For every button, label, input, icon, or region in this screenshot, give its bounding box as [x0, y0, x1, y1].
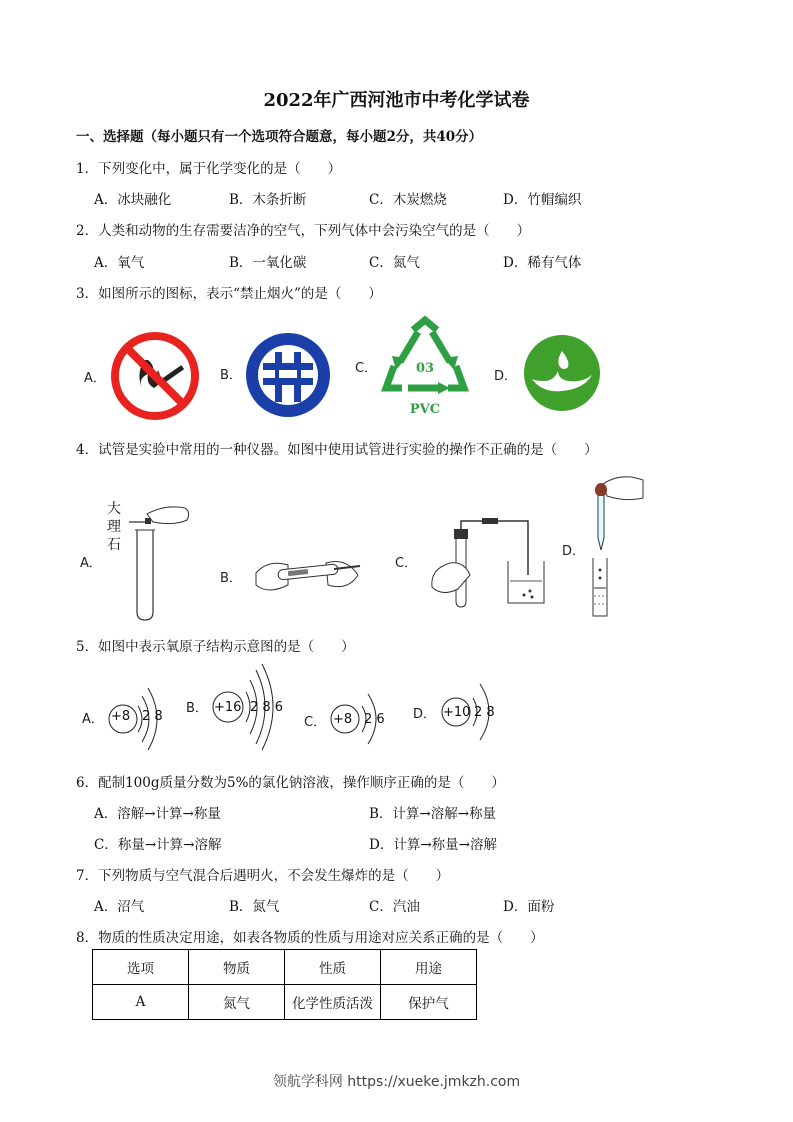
question-3-stem: 3．如图所示的图标，表示“禁止烟火”的是（ ） [76, 286, 382, 302]
question-1-stem: 1．下列变化中，属于化学变化的是（ ） [76, 161, 342, 177]
q5-b-shells: 2 8 6 [250, 700, 284, 715]
q5-b-nucleus: +16 [214, 700, 242, 715]
blue-logo-icon [243, 330, 333, 420]
q5-label-a: A． [82, 712, 104, 727]
q1-option-d: D．竹帽编织 [503, 192, 582, 208]
question-5-stem: 5．如图中表示氧原子结构示意图的是（ ） [76, 639, 355, 655]
q5-c-shells: 2 6 [364, 712, 385, 727]
q4-b-heating-tube-diagram [248, 545, 366, 607]
green-water-logo-icon [522, 333, 602, 413]
q3-label-d: D． [494, 369, 518, 384]
q4-d-dropper-diagram [585, 472, 647, 622]
q4-label-c: C． [395, 556, 418, 571]
q6-option-b: B．计算→溶解→称量 [369, 806, 497, 822]
q4-label-d: D． [562, 544, 586, 559]
q8-table [92, 949, 477, 1020]
q7-option-b: B．氮气 [229, 899, 280, 915]
table-header-row [93, 950, 477, 985]
question-8-stem: 8．物质的性质决定用途，如表各物质的性质与用途对应关系正确的是（ ） [76, 930, 544, 946]
question-2-stem: 2．人类和动物的生存需要洁净的空气，下列气体中会污染空气的是（ ） [76, 223, 531, 239]
q4-label-a: A． [80, 556, 102, 571]
table-cell: 保护气 [381, 985, 477, 1020]
table-header-cell: 选项 [93, 950, 189, 985]
footer-watermark: 领航学科网 https://xueke.jmkzh.com [272, 1074, 521, 1090]
q5-d-nucleus: +10 [443, 705, 471, 720]
q4-a-test-tube-diagram [125, 500, 195, 622]
q5-c-nucleus: +8 [333, 712, 353, 727]
q5-d-shells: 2 8 [474, 705, 495, 720]
q2-option-a: A．氧气 [94, 255, 145, 271]
table-cell: A [93, 985, 189, 1020]
recycle-pvc-icon [380, 318, 470, 418]
q2-option-b: B．一氧化碳 [229, 255, 307, 271]
q1-option-a: A．冰块融化 [94, 192, 172, 208]
q4-c-gas-tightness-diagram [420, 515, 550, 610]
table-cell: 氮气 [189, 985, 285, 1020]
recycle-number: 03 [415, 361, 435, 376]
question-7-stem: 7．下列物质与空气混合后遇明火，不会发生爆炸的是（ ） [76, 868, 450, 884]
table-cell: 化学性质活泼 [285, 985, 381, 1020]
q1-option-b: B．木条折断 [229, 192, 307, 208]
q5-a-nucleus: +8 [111, 709, 131, 724]
q2-option-c: C．氮气 [369, 255, 420, 271]
table-header-cell: 用途 [381, 950, 477, 985]
q6-option-c: C．称量→计算→溶解 [94, 837, 222, 853]
no-fire-sign-icon [108, 330, 202, 422]
q3-label-c: C． [355, 361, 378, 376]
section-heading: 一、选择题（每小题只有一个选项符合题意，每小题2分，共40分） [76, 129, 483, 145]
q1-option-c: C．木炭燃烧 [369, 192, 447, 208]
page-title: 2022年广西河池市中考化学试卷 [263, 90, 530, 111]
table-row [93, 985, 477, 1020]
q7-option-c: C．汽油 [369, 899, 420, 915]
recycle-pvc-text: PVC [409, 402, 441, 417]
q2-option-d: D．稀有气体 [503, 255, 582, 271]
table-header-cell: 物质 [189, 950, 285, 985]
question-6-stem: 6．配制100g质量分数为5%的氯化钠溶液，操作顺序正确的是（ ） [76, 775, 505, 791]
q6-option-a: A．溶解→计算→称量 [94, 806, 221, 822]
q4-label-b: B． [220, 571, 242, 586]
q7-option-a: A．沼气 [94, 899, 145, 915]
q7-option-d: D．面粉 [503, 899, 555, 915]
table-header-cell: 性质 [285, 950, 381, 985]
marble-label: 大 理 石 [107, 501, 121, 553]
q6-option-d: D．计算→称量→溶解 [369, 837, 497, 853]
q3-label-b: B． [220, 368, 242, 383]
q5-label-d: D． [413, 707, 437, 722]
q3-label-a: A． [84, 371, 106, 386]
q5-a-shells: 2 8 [142, 709, 163, 724]
q5-label-c: C． [304, 715, 327, 730]
q5-label-b: B． [186, 701, 208, 716]
question-4-stem: 4．试管是实验中常用的一种仪器。如图中使用试管进行实验的操作不正确的是（ ） [76, 442, 598, 458]
